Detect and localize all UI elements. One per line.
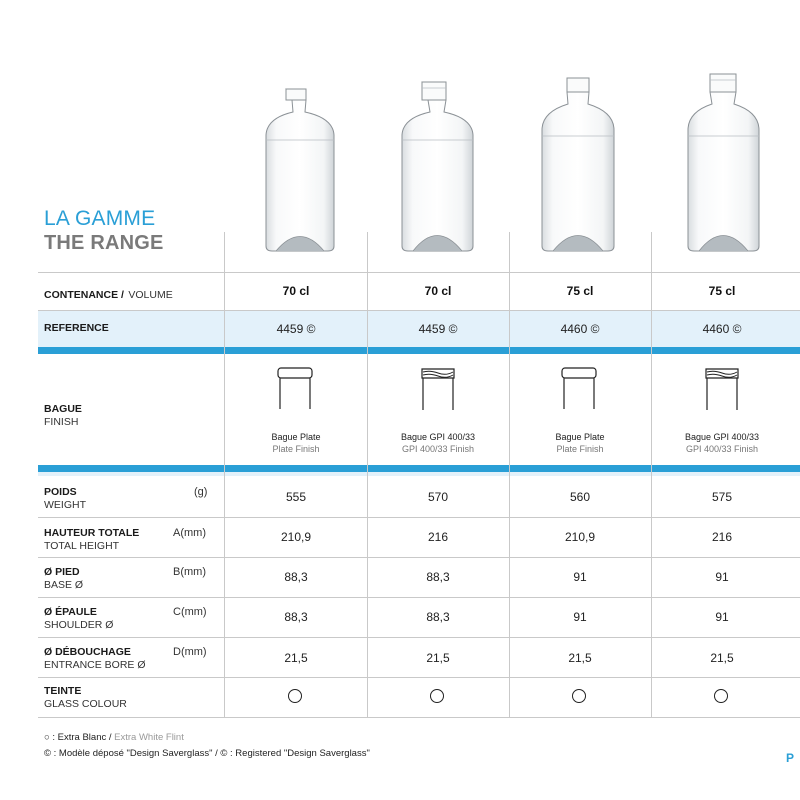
- gpi-finish-icon: [418, 366, 458, 412]
- finish-label-en: FINISH: [44, 416, 79, 428]
- bore-value: 21,5: [284, 651, 308, 665]
- shoulder-label-fr: Ø ÉPAULE: [44, 606, 97, 618]
- weight-label-en: WEIGHT: [44, 499, 86, 511]
- section-divider-blue: [38, 347, 800, 354]
- base-value: 88,3: [284, 570, 308, 584]
- page-marker: P: [786, 751, 795, 765]
- bore-value: 21,5: [568, 651, 592, 665]
- height-unit: A(mm): [173, 527, 206, 539]
- shoulder-value: 91: [573, 610, 587, 624]
- base-label-fr: Ø PIED: [44, 566, 80, 578]
- base-value: 88,3: [426, 570, 450, 584]
- footer-legend: ○ : Extra Blanc / Extra White Flint: [44, 732, 184, 743]
- finish-label-fr: BAGUE: [44, 403, 82, 415]
- plate-finish-icon: [560, 367, 600, 411]
- bottles-illustration: [0, 0, 800, 260]
- reference-value: 4459 ©: [276, 322, 316, 336]
- shoulder-value: 88,3: [426, 610, 450, 624]
- reference-label: REFERENCE: [44, 322, 109, 334]
- height-value: 216: [427, 530, 449, 544]
- shoulder-value: 91: [715, 610, 729, 624]
- base-unit: B(mm): [173, 566, 206, 578]
- finish-en: Plate Finish: [556, 444, 604, 454]
- finish-fr: Bague GPI 400/33: [684, 432, 760, 442]
- row-line: [38, 637, 800, 638]
- title-fr: LA GAMME: [44, 207, 156, 230]
- title-en: THE RANGE: [44, 232, 164, 254]
- colour-label-en: GLASS COLOUR: [44, 698, 127, 710]
- section-divider-blue: [38, 465, 800, 472]
- extra-white-flint-circle-icon: [714, 689, 728, 703]
- shoulder-value: 88,3: [284, 610, 308, 624]
- bore-value: 21,5: [426, 651, 450, 665]
- weight-value: 555: [285, 490, 307, 504]
- column-line: [651, 232, 652, 717]
- extra-white-flint-circle-icon: [430, 689, 444, 703]
- column-line: [224, 232, 225, 717]
- extra-white-flint-circle-icon: [572, 689, 586, 703]
- height-value: 210,9: [280, 530, 312, 544]
- row-line: [38, 557, 800, 558]
- row-line: [38, 310, 800, 311]
- finish-en: Plate Finish: [272, 444, 320, 454]
- finish-fr: Bague Plate: [555, 432, 605, 442]
- height-label-en: TOTAL HEIGHT: [44, 540, 120, 552]
- row-line: [38, 272, 800, 273]
- weight-value: 570: [427, 490, 449, 504]
- row-line: [38, 717, 800, 718]
- finish-fr: Bague Plate: [271, 432, 321, 442]
- band-under-divider: [38, 472, 800, 476]
- row-line: [38, 677, 800, 678]
- volume-label: CONTENANCE / VOLUME: [44, 289, 173, 301]
- colour-label-fr: TEINTE: [44, 685, 82, 697]
- bore-unit: D(mm): [173, 646, 207, 658]
- shoulder-unit: C(mm): [173, 606, 207, 618]
- weight-unit: (g): [194, 486, 208, 498]
- bottle-icon: [542, 78, 614, 251]
- volume-value: 75 cl: [708, 284, 736, 298]
- shoulder-label-en: SHOULDER Ø: [44, 619, 114, 631]
- volume-value: 75 cl: [566, 284, 594, 298]
- footer-registered-note: © : Modèle déposé "Design Saverglass" / © : Registered "Design Saverglass": [44, 748, 370, 759]
- reference-value: 4459 ©: [418, 322, 458, 336]
- bottle-icon: [266, 89, 334, 251]
- plate-finish-icon: [276, 367, 316, 411]
- bore-label-en: ENTRANCE BORE Ø: [44, 659, 146, 671]
- bore-value: 21,5: [710, 651, 734, 665]
- bore-label-fr: Ø DÉBOUCHAGE: [44, 646, 131, 658]
- volume-value: 70 cl: [282, 284, 310, 298]
- reference-value: 4460 ©: [560, 322, 600, 336]
- finish-en: GPI 400/33 Finish: [401, 444, 475, 454]
- bottle-icon: [402, 82, 473, 251]
- extra-white-flint-circle-icon: [288, 689, 302, 703]
- base-label-en: BASE Ø: [44, 579, 84, 591]
- finish-fr: Bague GPI 400/33: [400, 432, 476, 442]
- volume-value: 70 cl: [424, 284, 452, 298]
- weight-value: 560: [569, 490, 591, 504]
- finish-en: GPI 400/33 Finish: [685, 444, 759, 454]
- gpi-finish-icon: [702, 366, 742, 412]
- weight-label-fr: POIDS: [44, 486, 77, 498]
- reference-value: 4460 ©: [702, 322, 742, 336]
- height-value: 210,9: [564, 530, 596, 544]
- column-line: [367, 232, 368, 717]
- base-value: 91: [715, 570, 729, 584]
- height-value: 216: [711, 530, 733, 544]
- height-label-fr: HAUTEUR TOTALE: [44, 527, 140, 539]
- column-line: [509, 232, 510, 717]
- row-line: [38, 517, 800, 518]
- row-line: [38, 597, 800, 598]
- weight-value: 575: [711, 490, 733, 504]
- base-value: 91: [573, 570, 587, 584]
- bottle-icon: [688, 74, 759, 251]
